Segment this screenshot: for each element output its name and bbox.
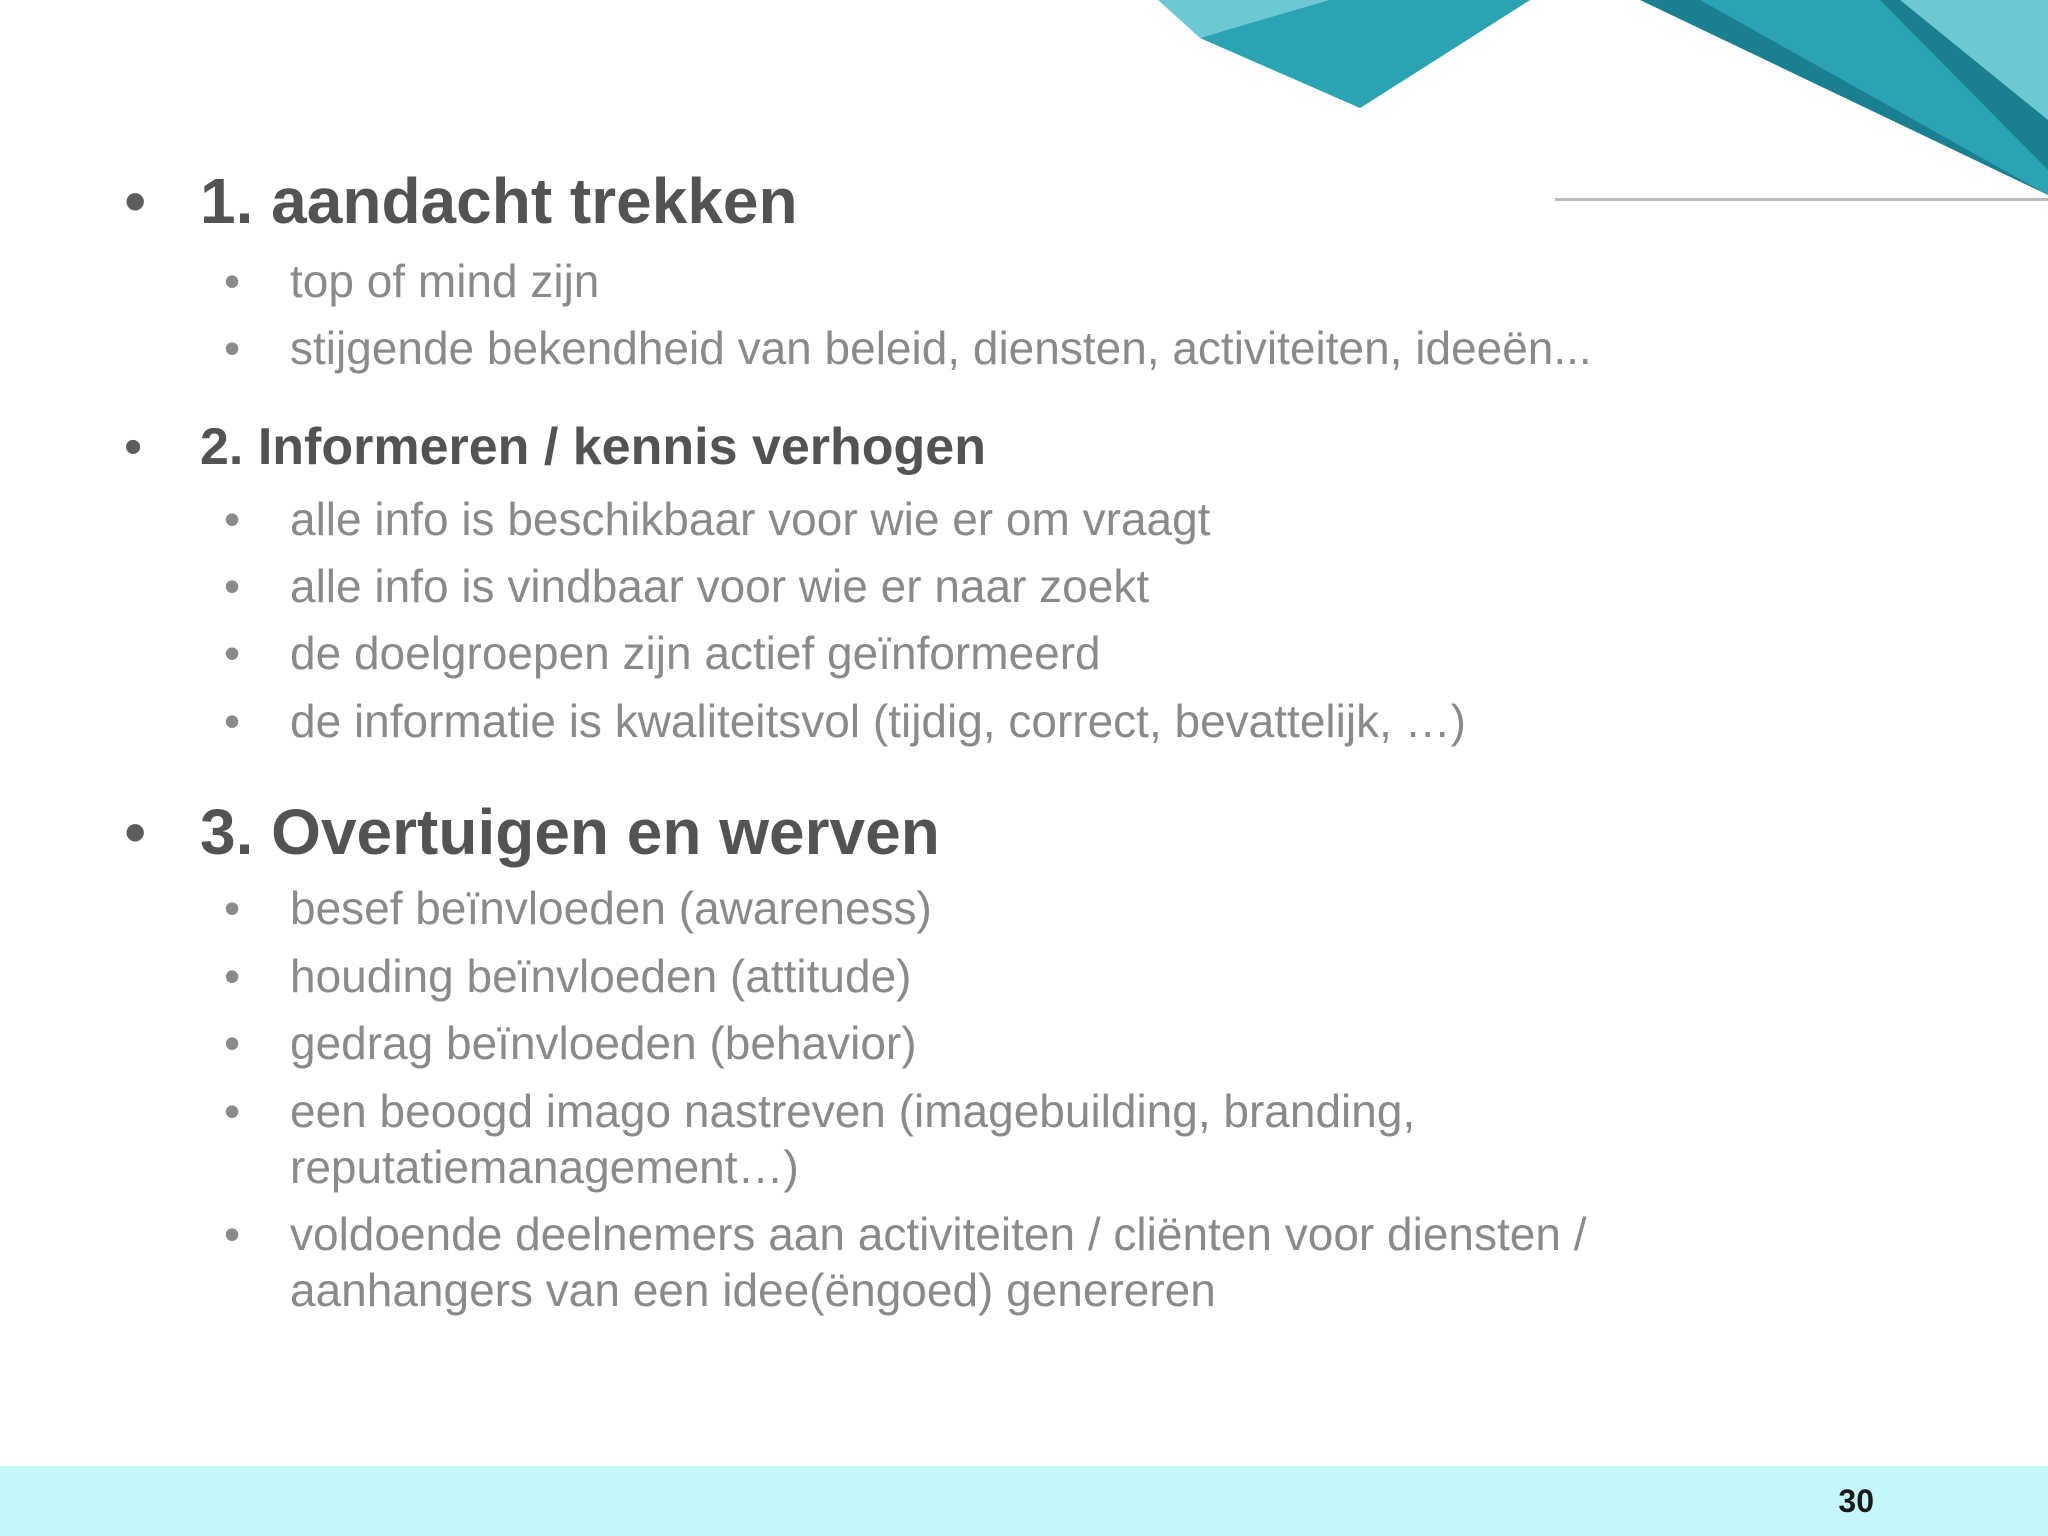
bullet-icon: • xyxy=(224,695,241,747)
list-item-text: aanhangers van een idee(ëngoed) genereren xyxy=(290,1264,1216,1316)
list-item-text: stijgende bekendheid van beleid, diensten, activiteiten, ideeën... xyxy=(290,322,1592,374)
bullet-icon: • xyxy=(224,560,241,612)
bullet-icon: • xyxy=(124,165,147,237)
bullet-icon: • xyxy=(224,950,241,1002)
list-item-text: alle info is vindbaar voor wie er naar zoekt xyxy=(290,560,1150,612)
heading-text: 3. Overtuigen en werven xyxy=(200,796,940,868)
list-item-text: besef beïnvloeden (awareness) xyxy=(290,882,932,934)
bullet-icon: • xyxy=(124,796,147,868)
list-item-text: de doelgroepen zijn actief geïnformeerd xyxy=(290,627,1101,679)
bullet-icon: • xyxy=(224,627,241,679)
list-item-text: houding beïnvloeden (attitude) xyxy=(290,950,912,1002)
list-item-text: alle info is beschikbaar voor wie er om vraagt xyxy=(290,493,1211,545)
bullet-icon: • xyxy=(224,493,241,545)
list-item-text: reputatiemanagement…) xyxy=(290,1141,799,1193)
bullet-icon: • xyxy=(224,255,241,307)
list-item-text: gedrag beïnvloeden (behavior) xyxy=(290,1017,917,1069)
bullet-icon: • xyxy=(224,1208,241,1260)
list-item-text: voldoende deelnemers aan activiteiten / cliënten voor diensten / xyxy=(290,1208,1587,1260)
bullet-icon: • xyxy=(224,1085,241,1137)
header-divider-line xyxy=(1555,198,2048,201)
list-item-text: een beoogd imago nastreven (imagebuilding, branding, xyxy=(290,1085,1416,1137)
footer-bar xyxy=(0,1466,2048,1536)
bullet-icon: • xyxy=(224,322,241,374)
heading-text: 2. Informeren / kennis verhogen xyxy=(200,418,986,476)
page-number: 30 xyxy=(1838,1483,1874,1519)
list-item-text: de informatie is kwaliteitsvol (tijdig, correct, bevattelijk, …) xyxy=(290,695,1466,747)
bullet-icon: • xyxy=(124,418,143,476)
bullet-icon: • xyxy=(224,1017,241,1069)
bullet-icon: • xyxy=(224,882,241,934)
list-item-text: top of mind zijn xyxy=(290,255,600,307)
heading-text: 1. aandacht trekken xyxy=(200,165,798,237)
